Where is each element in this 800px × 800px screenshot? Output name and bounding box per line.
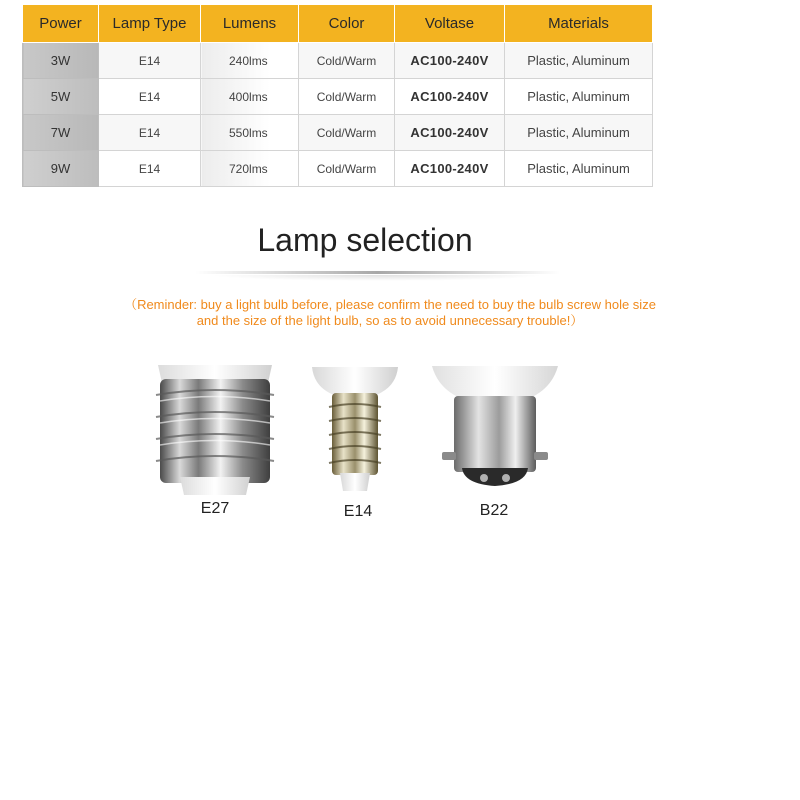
cell-voltage: AC100-240V — [395, 43, 505, 79]
cell-color: Cold/Warm — [299, 79, 395, 115]
table-row — [23, 115, 653, 151]
header-power: Power — [23, 5, 99, 43]
cell-materials: Plastic, Aluminum — [505, 115, 653, 151]
cell-color: Cold/Warm — [299, 43, 395, 79]
cell-color: Cold/Warm — [299, 151, 395, 187]
header-lamp-type: Lamp Type — [99, 5, 201, 43]
cell-voltage: AC100-240V — [395, 79, 505, 115]
header-voltage: Voltase — [395, 5, 505, 43]
cell-power: 3W — [23, 43, 99, 79]
spec-table — [22, 4, 653, 187]
header-lumens: Lumens — [201, 5, 299, 43]
table-row — [23, 79, 653, 115]
cell-power: 9W — [23, 151, 99, 187]
table-header-row — [23, 5, 653, 43]
table-row — [23, 43, 653, 79]
cell-voltage: AC100-240V — [395, 151, 505, 187]
cell-lamp-type: E14 — [99, 151, 201, 187]
cell-materials: Plastic, Aluminum — [505, 151, 653, 187]
e14-screw-base-icon — [312, 367, 398, 493]
cell-power: 7W — [23, 115, 99, 151]
bulb-label-e27: E27 — [200, 500, 230, 517]
cell-materials: Plastic, Aluminum — [505, 43, 653, 79]
section-heading: Lamp selection — [257, 222, 473, 258]
heading-divider — [195, 271, 560, 274]
cell-lamp-type: E14 — [99, 79, 201, 115]
header-materials: Materials — [505, 5, 653, 43]
header-color: Color — [299, 5, 395, 43]
cell-lamp-type: E14 — [99, 43, 201, 79]
reminder-note: （Reminder: buy a light bulb before, please confirm the need to buy the bulb screw hole size and the size of the light bulb, so as to avoid unnecessary trouble!） — [124, 297, 656, 328]
table-row — [23, 151, 653, 187]
e27-screw-base-icon — [150, 365, 280, 497]
cell-lamp-type: E14 — [99, 115, 201, 151]
cell-lumens: 240lms — [201, 43, 299, 79]
cell-voltage: AC100-240V — [395, 115, 505, 151]
bulb-label-e14: E14 — [343, 503, 373, 520]
cell-color: Cold/Warm — [299, 115, 395, 151]
heading-divider-shadow — [210, 275, 545, 281]
cell-lumens: 550lms — [201, 115, 299, 151]
cell-lumens: 720lms — [201, 151, 299, 187]
cell-power: 5W — [23, 79, 99, 115]
cell-lumens: 400lms — [201, 79, 299, 115]
bulb-label-b22: B22 — [479, 502, 509, 519]
cell-materials: Plastic, Aluminum — [505, 79, 653, 115]
b22-bayonet-base-icon — [432, 366, 558, 490]
